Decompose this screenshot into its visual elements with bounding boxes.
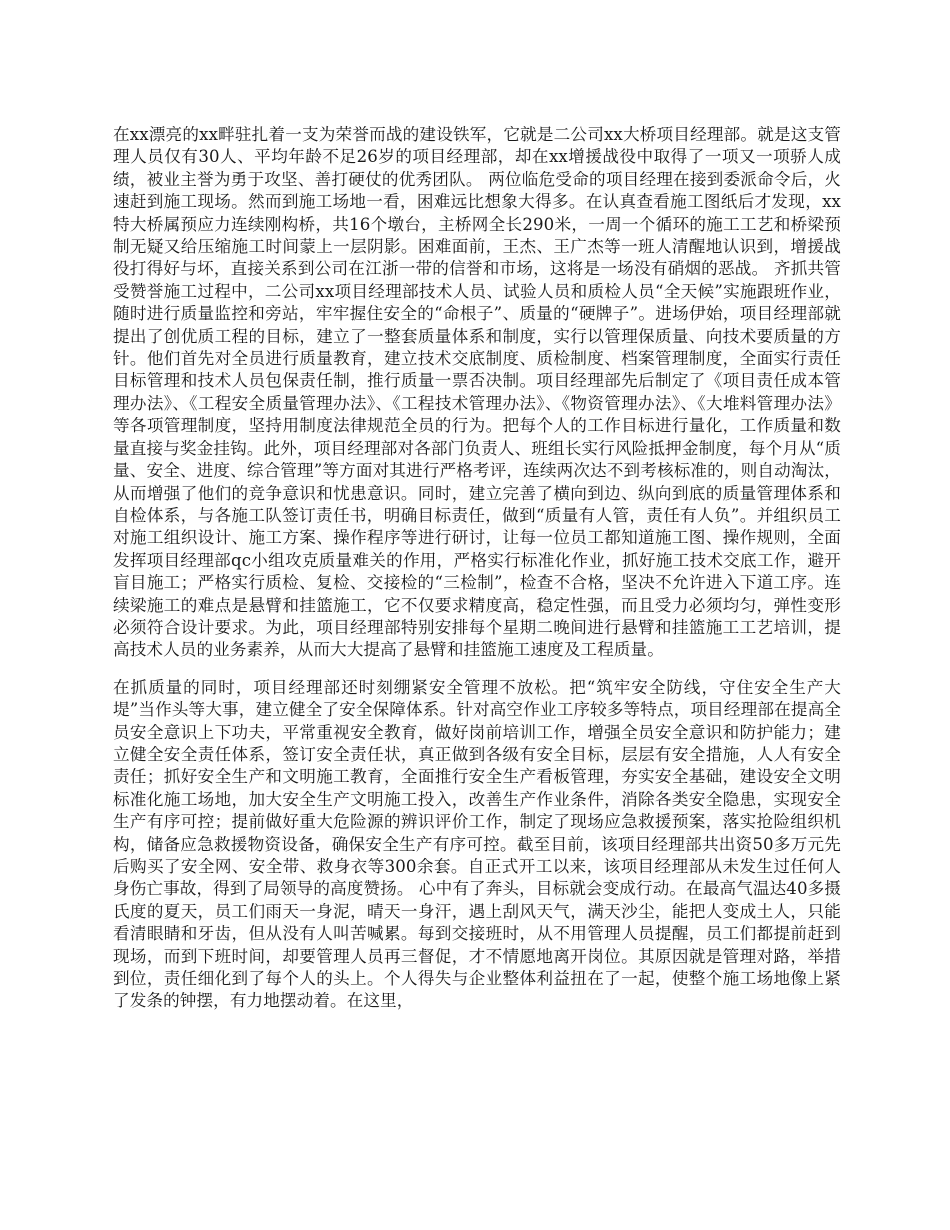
- paragraph-quality-management: 在xx漂亮的xx畔驻扎着一支为荣誉而战的建设铁军，它就是二公司xx大桥项目经理部。就是这支管理人员仅有30人、平均年龄不足26岁的项目经理部，却在xx增援战役中取得了一项又一项骄人成绩，被业主誉为勇于攻坚、善打硬仗的优秀团队。 两位临危受命的项目经理在接到委派命令后，火速赶到施工现场。然而到施工场地一看，困难远比想象大得多。在认真查看施工图纸后才发现，xx特大桥属预应力连续刚构桥，共16个墩台，主桥网全长290米，一周一个循环的施工工艺和桥梁预制无疑又给压缩施工时间蒙上一层阴影。困难面前，王杰、王广杰等一班人清醒地认识到，增援战役打得好与坏，直接关系到公司在江浙一带的信誉和市场，这将是一场没有硝烟的恶战。 齐抓共管受赞誉施工过程中，二公司xx项目经理部技术人员、试验人员和质检人员“全天候”实施跟班作业，随时进行质量监控和旁站，牢牢握住安全的“命根子”、质量的“硬牌子”。进场伊始，项目经理部就提出了创优质工程的目标，建立了一整套质量体系和制度，实行以管理保质量、向技术要质量的方针。他们首先对全员进行质量教育，建立技术交底制度、质检制度、档案管理制度，全面实行责任目标管理和技术人员包保责任制，推行质量一票否决制。项目经理部先后制定了《项目责任成本管理办法》、《工程安全质量管理办法》、《工程技术管理办法》、《物资管理办法》、《大堆料管理办法》等各项管理制度，坚持用制度法律规范全员的行为。把每个人的工作目标进行量化，工作质量和数量直接与奖金挂钩。此外，项目经理部对各部门负责人、班组长实行风险抵押金制度，每个月从“质量、安全、进度、综合管理”等方面对其进行严格考评，连续两次达不到考核标准的，则自动淘汰，从而增强了他们的竞争意识和忧患意识。同时，建立完善了横向到边、纵向到底的质量管理体系和自检体系，与各施工队签订责任书，明确目标责任，做到“质量有人管，责任有人负”。并组织员工对施工组织设计、施工方案、操作程序等进行研讨，让每一位员工都知道施工图、操作规则，全面发挥项目经理部qc小组攻克质量难关的作用，严格实行标准化作业，抓好施工技术交底工作，避开盲目施工；严格实行质检、复检、交接检的“三检制”，检查不合格，坚决不允许进入下道工序。连续梁施工的难点是悬臂和挂篮施工，它不仅要求精度高，稳定性强，而且受力必须均匀，弹性变形必须符合设计要求。为此，项目经理部特别安排每个星期二晚间进行悬臂和挂篮施工工艺培训，提高技术人员的业务素养，从而大大提高了悬臂和挂篮施工速度及工程质量。: [113, 125, 841, 660]
- document-body: [113, 124, 841, 1013]
- paragraph-safety-management: 在抓质量的同时，项目经理部还时刻绷紧安全管理不放松。把“筑牢安全防线，守住安全生产大堤”当作头等大事，建立健全了安全保障体系。针对高空作业工序较多等特点，项目经理部在提高全员安全意识上下功夫，平常重视安全教育，做好岗前培训工作，增强全员安全意识和防护能力；建立健全安全责任体系，签订安全责任状，真正做到各级有安全目标，层层有安全措施，人人有安全责任；抓好安全生产和文明施工教育，全面推行安全生产看板管理，夯实安全基础，建设安全文明标准化施工场地，加大安全生产文明施工投入，改善生产作业条件，消除各类安全隐患，实现安全生产有序可控；提前做好重大危险源的辨识评价工作，制定了现场应急救援预案，落实抢险组织机构，储备应急救援物资设备，确保安全生产有序可控。截至目前，该项目经理部共出资50多万元先后购买了安全网、安全带、救身衣等300余套。自正式开工以来，该项目经理部从未发生过任何人身伤亡事故，得到了局领导的高度赞扬。 心中有了奔头，目标就会变成行动。在最高气温达40多摄氏度的夏天，员工们雨天一身泥，晴天一身汗，遇上刮风天气，满天沙尘，能把人变成土人，只能看清眼睛和牙齿，但从没有人叫苦喊累。每到交接班时，从不用管理人员提醒，员工们都提前赶到现场，而到下班时间，却要管理人员再三督促，才不情愿地离开岗位。其原因就是管理对路，举措到位，责任细化到了每个人的头上。个人得失与企业整体利益扭在了一起，使整个施工场地像上紧了发条的钟摆，有力地摆动着。在这里，: [113, 677, 841, 1011]
